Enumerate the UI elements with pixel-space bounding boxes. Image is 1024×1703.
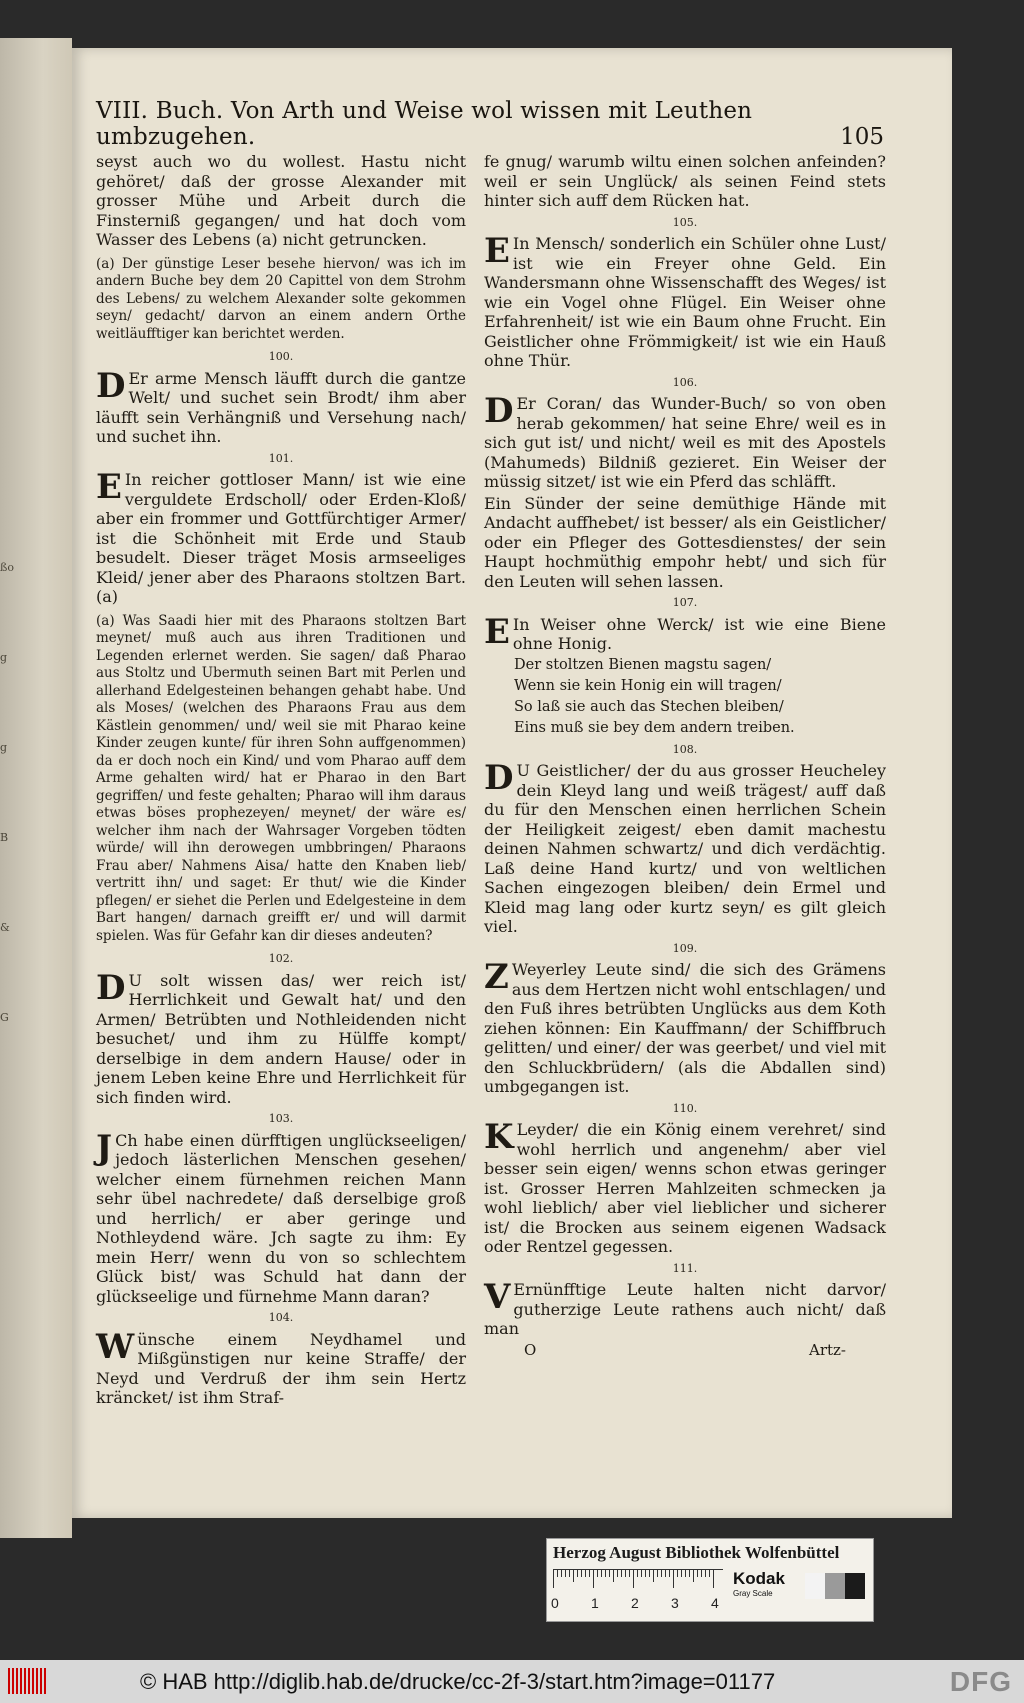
paragraph-text: 101. <box>268 451 294 465</box>
gray-patch <box>825 1573 845 1599</box>
drop-cap: E <box>484 611 510 652</box>
drop-cap: D <box>96 967 126 1008</box>
drop-cap: D <box>96 365 126 406</box>
paragraph-text: seyst auch wo du wollest. Hastu nicht gehöret/ daß der grosse Alexander mit grosser Mühe und Arbeit durch die Finsterniß gegangen/ und hat doch vom Wasser des Lebens (a) nicht getruncken. <box>96 152 466 249</box>
ruler-tick <box>701 1570 702 1577</box>
ruler-tick <box>621 1570 622 1577</box>
drop-cap: D <box>484 758 514 798</box>
ruler-tick <box>705 1570 706 1577</box>
drop-cap: J <box>96 1127 113 1168</box>
ruler-tick <box>645 1570 646 1577</box>
paragraph <box>484 494 886 592</box>
footnote <box>96 256 466 344</box>
fragment-glyph: g <box>0 741 8 754</box>
drop-cap: D <box>484 391 514 431</box>
ruler-tick <box>597 1570 598 1577</box>
paragraph <box>96 967 466 1108</box>
verse-block <box>484 656 886 738</box>
footnote <box>96 613 466 946</box>
ruler-tick <box>641 1570 642 1577</box>
paragraph-text: 102. <box>268 952 294 965</box>
aphorism-number <box>484 213 886 233</box>
running-title: VIII. Buch. Von Arth und Weise wol wissen mit Leuthen umbzugehen. <box>96 98 753 150</box>
signature-mark: O <box>524 1340 537 1359</box>
book-page <box>72 48 952 1518</box>
ruler-tick <box>669 1570 670 1577</box>
fragment-glyph: & <box>0 921 10 934</box>
paragraph-text: Er arme Mensch läufft durch die gantze Welt/ und suchet sein Brodt/ ihm aber läufft sein Verhängniß und Versehung nach/ und suchet ihn. <box>96 368 466 446</box>
paragraph-text: 110. <box>672 1101 698 1115</box>
gray-patch <box>845 1573 865 1599</box>
paragraph <box>96 1326 466 1408</box>
left-text-column <box>96 152 466 1410</box>
paragraph <box>484 1117 886 1257</box>
fragment-glyph: B <box>0 831 9 844</box>
aphorism-number <box>484 373 886 393</box>
ruler-tick <box>557 1570 558 1577</box>
paragraph-text: (a) Der günstige Leser besehe hiervon/ was ich im andern Buche bey dem 20 Capittel von dem Strohm des Lebens/ zu welchem Alexander solte gekommen seyn/ gedacht/ darvon an einem andern Orthe weitläufftiger kan berichtet werden. <box>96 255 466 342</box>
paragraph-text: In reicher gottloser Mann/ ist wie eine verguldete Erdscholl/ oder Erden-Kloß/ aber ein frommer und Gottfürchtiger Armer/ ist die Schönheit mit Erde und Staub besudelt. Dieser träget Mosis armseeliges Kleid/ jener aber des Pharaons stoltzen Bart. (a) <box>96 470 466 606</box>
aphorism-number <box>96 1109 466 1129</box>
aphorism-number <box>484 939 886 959</box>
paragraph-text: Ein Sünder der seine demüthige Hände mit Andacht auffhebet/ ist besser/ als ein Geistlicher/ oder ein Pfleger des Gottesdienstes/ der sein Haupt hochmüthig empohr hebt/ und sich für den Leuten will sehen lassen. <box>484 493 886 591</box>
aphorism-number <box>484 593 886 613</box>
paragraph-text: Er Coran/ das Wunder-Buch/ so von oben herab gekommen/ hat seine Ehre/ weil es in sich gut ist/ und nicht/ weil es mit des Apostels (Mahumeds) Bildniß gezieret. Ein Weiser der müssig sitzet/ ist wie ein Pferd das schläfft. <box>484 394 886 491</box>
right-text-column <box>484 152 886 1360</box>
grayscale-label: Gray Scale <box>733 1589 773 1598</box>
paragraph <box>484 152 886 211</box>
ruler-tick <box>561 1570 562 1577</box>
gray-patches <box>805 1573 865 1599</box>
drop-cap: Z <box>484 957 509 997</box>
ruler-tick <box>573 1570 574 1582</box>
adjacent-page-edge <box>0 38 72 1538</box>
ruler-tick <box>649 1570 650 1577</box>
aphorism-number <box>484 740 886 760</box>
drop-cap: E <box>96 467 122 507</box>
fragment-glyph: G <box>0 1011 9 1024</box>
aphorism-number <box>96 449 466 469</box>
library-color-target <box>546 1538 874 1622</box>
kodak-label: Kodak <box>733 1569 785 1588</box>
ruler-tick <box>677 1570 678 1577</box>
ruler-tick <box>601 1570 602 1577</box>
paragraph-text: 103. <box>268 1112 294 1125</box>
ruler-label: 0 <box>551 1595 559 1611</box>
ruler-tick <box>653 1570 654 1582</box>
ruler-tick <box>577 1570 578 1577</box>
footer-bar <box>0 1660 1024 1703</box>
ruler-tick <box>629 1570 630 1577</box>
catchword: Artz- <box>808 1340 846 1359</box>
ruler-tick <box>553 1570 554 1588</box>
paragraph <box>484 957 886 1097</box>
ruler-tick <box>589 1570 590 1577</box>
paragraph-text: 109. <box>672 941 698 955</box>
paragraph-text: Ch habe einen dürfftigen unglückseeligen/ jedoch lästerlichen Menschen gesehen/ welcher einem fürnehmen reichen Mann sehr übel nachredete/ daß derselbige groß und herrlich/ er aber geringe und Nothleydend wäre. Jch sagte zu ihm: Ey mein Herr/ wenn du von so schlechtem Glück bist/ was Schuld hat dann der glückseelige und fürnehme Mann daran? <box>96 1130 466 1306</box>
footer-credit-link[interactable]: © HAB http://diglib.hab.de/drucke/cc-2f-3/start.htm?image=01177 <box>140 1669 776 1694</box>
ruler-tick <box>565 1570 566 1577</box>
paragraph <box>484 231 886 371</box>
ruler-label: 4 <box>711 1595 719 1611</box>
fragment-glyph: g <box>0 651 8 664</box>
ruler-tick <box>697 1570 698 1577</box>
ruler-tick <box>609 1570 610 1577</box>
drop-cap: K <box>484 1117 514 1157</box>
paragraph-text: In Mensch/ sonderlich ein Schüler ohne Lust/ ist wie ein Freyer ohne Geld. Ein Wandersmann ohne Wissenschafft des Weges/ ist wie ein Vogel ohne Flügel. Ein Weiser ohne Erfahrenheit/ ist wie ein Baum ohne Frucht. Ein Geistlicher ohne Frömmigkeit/ ist wie ein Hauß ohne Thür. <box>484 234 886 370</box>
ruler-tick <box>661 1570 662 1577</box>
ruler-tick <box>681 1570 682 1577</box>
ruler-tick <box>605 1570 606 1577</box>
paragraph-text: Ernünfftige Leute halten nicht darvor/ gutherzige Leute rathens auch nicht/ daß man <box>484 1280 886 1338</box>
drop-cap: W <box>96 1326 135 1367</box>
ruler-tick <box>593 1570 594 1588</box>
paragraph-text: 107. <box>672 596 698 609</box>
adjacent-page-fragments <box>0 558 30 1098</box>
paragraph-text: ünsche einem Neydhamel und Mißgünstigen nur keine Straffe/ der Neyd und Verdruß der ihm sein Hertz kräncket/ ist ihm Straf- <box>96 1329 466 1407</box>
paragraph-text: 100. <box>268 350 294 363</box>
ruler-tick <box>709 1570 710 1577</box>
ruler-tick <box>613 1570 614 1582</box>
running-header <box>96 98 886 150</box>
verse-line: Der stoltzen Bienen magstu sagen/ <box>514 656 772 673</box>
paragraph-text: U Geistlicher/ der du aus grosser Heucheley dein Kleyd lang und weiß trägest/ auff daß du für den Menschen einen herrlichen Schein der Heiligkeit zeigest/ eben damit machestu deinen Nahmen schwartz/ und dich verdächtig. Laß deine Hand kurtz/ und von weltlichen Sachen eingezogen bleiben/ dein Ermel und Kleid mag lang oder kurtz seyn/ es gilt gleich viel. <box>484 761 886 936</box>
aphorism-number <box>96 347 466 367</box>
ruler-tick <box>617 1570 618 1577</box>
paragraph <box>96 152 466 250</box>
ruler-tick <box>665 1570 666 1577</box>
paragraph-text: 104. <box>268 1311 294 1324</box>
paragraph-text: 105. <box>672 215 698 229</box>
paragraph <box>484 758 886 937</box>
ruler-label: 1 <box>591 1595 599 1611</box>
dfg-logo: DFG <box>949 1666 1012 1697</box>
ruler-tick <box>633 1570 634 1588</box>
paragraph <box>96 1127 466 1307</box>
ruler-label: 3 <box>671 1595 679 1611</box>
ruler-tick <box>689 1570 690 1577</box>
paragraph-text: Weyerley Leute sind/ die sich des Grämens aus dem Hertzen nicht wohl entschlagen/ und den Fuß ihres betrübten Unglücks aus dem Koth ziehen können: Ein Kauffmann/ der Schiffbruch gelitten/ und einer/ der was geerbet/ und viel mit den Schluckbrüdern/ (als die Abdallen sind) umbgegangen ist. <box>484 960 886 1096</box>
paragraph-text: 108. <box>672 742 698 756</box>
ruler-tick <box>625 1570 626 1577</box>
ruler-tick <box>657 1570 658 1577</box>
verse-line: Wenn sie kein Honig ein will tragen/ <box>514 677 782 694</box>
verse-line: So laß sie auch das Stechen bleiben/ <box>514 698 784 715</box>
paragraph <box>484 391 886 492</box>
aphorism-number <box>96 1308 466 1328</box>
library-name: Herzog August Bibliothek Wolfenbüttel <box>553 1543 840 1562</box>
ruler-tick <box>585 1570 586 1577</box>
ruler-tick <box>693 1570 694 1582</box>
aphorism-number <box>484 1259 886 1279</box>
verse-line: Eins muß sie bey dem andern treiben. <box>514 719 795 736</box>
ruler-tick <box>569 1570 570 1577</box>
fragment-glyph: ßo <box>0 561 14 574</box>
drop-cap: V <box>484 1277 511 1317</box>
ruler-tick <box>685 1570 686 1577</box>
paragraph-text: Leyder/ die ein König einem verehret/ sind wohl herrlich und angenehm/ aber viel besser sein eigen/ wenns schon etwas geringer ist. Grosser Herren Mahlzeiten schmecken ja wohl lieblich/ aber viel lieblicher und sicherer ist/ die Brocken aus seinem eigenen Wadsack oder Rentzel gegessen. <box>484 1120 886 1256</box>
paragraph <box>484 1277 886 1339</box>
paragraph-text: 106. <box>672 375 698 389</box>
paragraph <box>96 365 466 447</box>
ruler-tick <box>581 1570 582 1577</box>
paragraph <box>484 611 886 654</box>
scale-ruler <box>553 1569 723 1594</box>
paragraph-text: (a) Was Saadi hier mit des Pharaons stoltzen Bart meynet/ muß auch aus ihren Traditionen und Legenden erlernet werden. Sie sagen/ daß Pharao aus Stoltz und Ubermuth seinen Bart mit Perlen und allerhand Edelgesteinen behangen gehabt habe. Und als Moses/ (welchen des Pharaons Frau aus dem Kästlein genommen/ und/ weil sie mit Pharao keine Kinder zeugen kunte/ für ihren Sohn auffgenommen) da er doch noch ein Kind/ und vom Pharao auff dem Arme gehalten wird/ hat er Pharao in den Bart gegriffen/ und feste gehalten; Pharao will ihm daraus etwas böses prophezeyen/ meynet/ der wäre es/ welcher ihm nach der Wahrsager Vorgeben tödten würde/ will ihn derowegen umbbringen/ Pharaons Frau aber/ Nahmens Aisa/ hatte den Knaben lieb/ vertritt ihn/ und saget: Er thut/ wie die Kinder pflegen/ er siehet die Perlen und Edelgesteine in dem Bart hangen/ darnach greifft er/ und will darmit spielen. Was für Gefahr kan dir dieses andeuten? <box>96 612 466 944</box>
ruler-label: 2 <box>631 1595 639 1611</box>
aphorism-number <box>96 949 466 969</box>
paragraph-text: fe gnug/ warumb wiltu einen solchen anfeinden? weil er sein Unglück/ als seinen Feind stets hinter sich auff dem Rücken hat. <box>484 152 886 210</box>
catchline <box>484 1341 886 1361</box>
paragraph <box>96 467 466 607</box>
paragraph-text: 111. <box>672 1261 698 1275</box>
drop-cap: E <box>484 231 510 271</box>
ruler-tick <box>713 1570 714 1588</box>
barcode-icon <box>8 1668 48 1694</box>
aphorism-number <box>484 1099 886 1119</box>
paragraph-text: U solt wissen das/ wer reich ist/ Herrlichkeit und Gewalt hat/ und den Armen/ Betrübten und Nothleidenden nicht besuchet/ und ihm zu Hülffe kompt/ derselbige in dem andern Hause/ oder in jenem Leben keine Ehre und Herrlichkeit für sich finden wird. <box>96 970 466 1107</box>
page-number: 105 <box>840 124 884 150</box>
ruler-tick <box>637 1570 638 1577</box>
gray-patch <box>805 1573 825 1599</box>
ruler-tick <box>673 1570 674 1588</box>
paragraph-text: In Weiser ohne Werck/ ist wie eine Biene ohne Honig. <box>512 614 886 653</box>
